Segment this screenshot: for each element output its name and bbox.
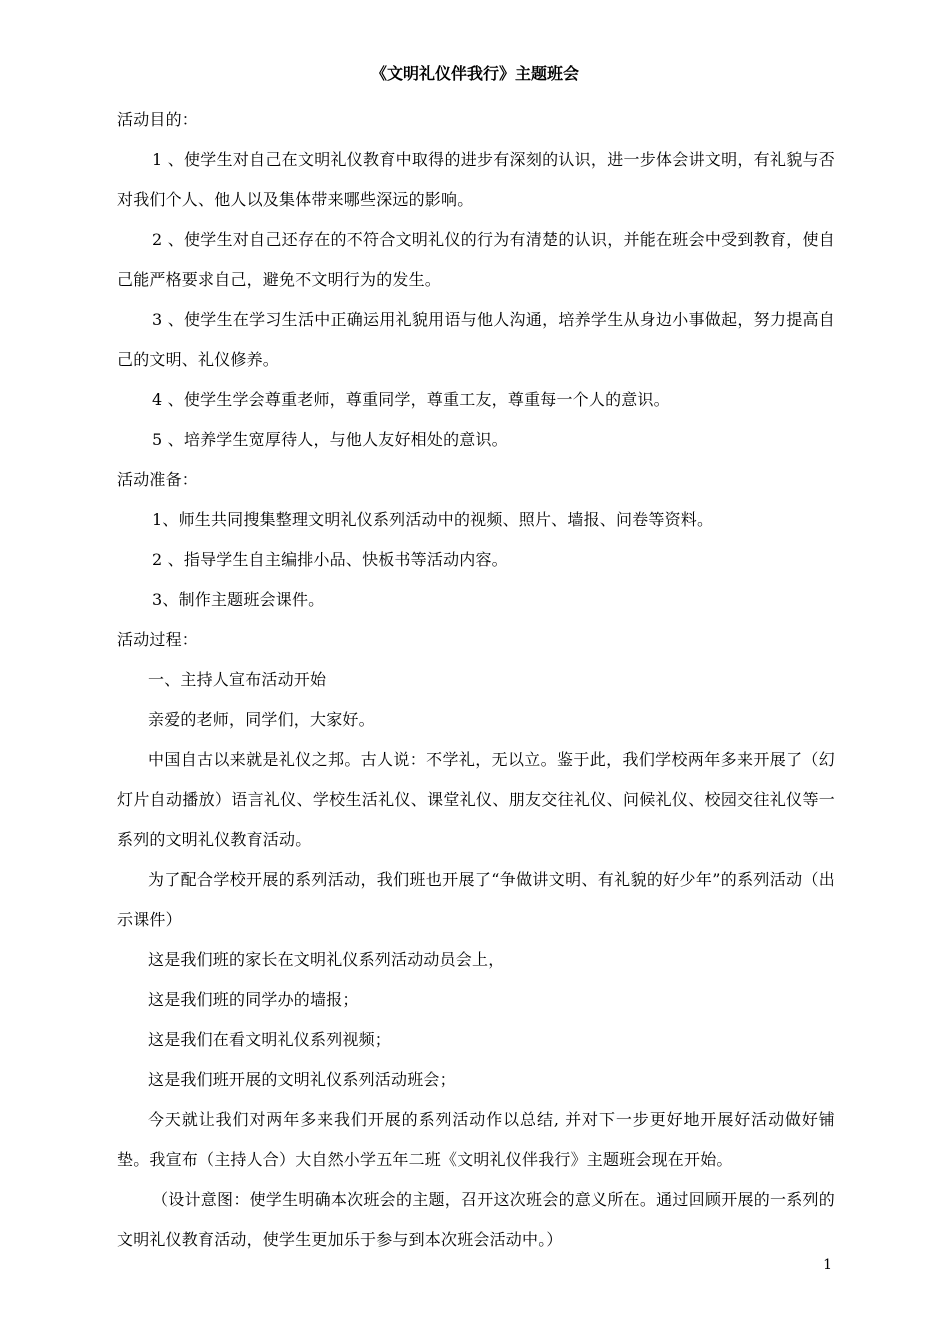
paragraph: 3 、使学生在学习生活中正确运用礼貌用语与他人沟通，培养学生从身边小事做起，努力提高自己的文明、礼仪修养。 xyxy=(117,310,835,369)
paragraph: 这是我们班的家长在文明礼仪系列活动动员会上， xyxy=(148,950,505,969)
paragraph: 今天就让我们对两年多来我们开展的系列活动作以总结, 并对下一步更好地开展好活动做好铺垫。我宣布（主持人合）大自然小学五年二班《文明礼仪伴我行》主题班会现在开始。 xyxy=(117,1110,835,1169)
paragraph: 2 、指导学生自主编排小品、快板书等活动内容。 xyxy=(152,550,508,569)
paragraph: 一、主持人宣布活动开始 xyxy=(148,670,327,689)
paragraph: 中国自古以来就是礼仪之邦。古人说：不学礼，无以立。鉴于此，我们学校两年多来开展了（幻灯片自动播放）语言礼仪、学校生活礼仪、课堂礼仪、朋友交往礼仪、问候礼仪、校园交往礼仪等一系列的文明礼仪教育活动。 xyxy=(117,750,835,849)
paragraph: （设计意图：使学生明确本次班会的主题，召开这次班会的意义所在。通过回顾开展的一系列的文明礼仪教育活动，使学生更加乐于参与到本次班会活动中。） xyxy=(117,1190,835,1249)
paragraph: 4 、使学生学会尊重老师，尊重同学，尊重工友，尊重每一个人的意识。 xyxy=(152,390,670,409)
paragraph: 2 、使学生对自己还存在的不符合文明礼仪的行为有清楚的认识，并能在班会中受到教育，使自己能严格要求自己，避免不文明行为的发生。 xyxy=(117,230,835,289)
paragraph: 5 、培养学生宽厚待人，与他人友好相处的意识。 xyxy=(152,430,508,449)
paragraph: 为了配合学校开展的系列活动，我们班也开展了“争做讲文明、有礼貌的好少年”的系列活动（出示课件） xyxy=(117,870,835,929)
paragraph: 1、师生共同搜集整理文明礼仪系列活动中的视频、照片、墙报、问卷等资料。 xyxy=(152,510,714,529)
paragraph: 这是我们在看文明礼仪系列视频； xyxy=(148,1030,392,1049)
section-heading-preparation: 活动准备： xyxy=(117,470,199,489)
document-title: 《文明礼仪伴我行》主题班会 xyxy=(370,64,579,83)
section-heading-purpose: 活动目的： xyxy=(117,110,199,129)
document-body xyxy=(117,100,835,1260)
paragraph: 亲爱的老师，同学们，大家好。 xyxy=(148,710,375,729)
section-heading-process: 活动过程： xyxy=(117,630,199,649)
paragraph: 这是我们班开展的文明礼仪系列活动班会； xyxy=(148,1070,456,1089)
paragraph: 3、制作主题班会课件。 xyxy=(152,590,325,609)
paragraph: 这是我们班的同学办的墙报； xyxy=(148,990,359,1009)
page-number: 1 xyxy=(823,1257,832,1273)
paragraph: 1 、使学生对自己在文明礼仪教育中取得的进步有深刻的认识，进一步体会讲文明，有礼貌与否对我们个人、他人以及集体带来哪些深远的影响。 xyxy=(117,150,835,209)
